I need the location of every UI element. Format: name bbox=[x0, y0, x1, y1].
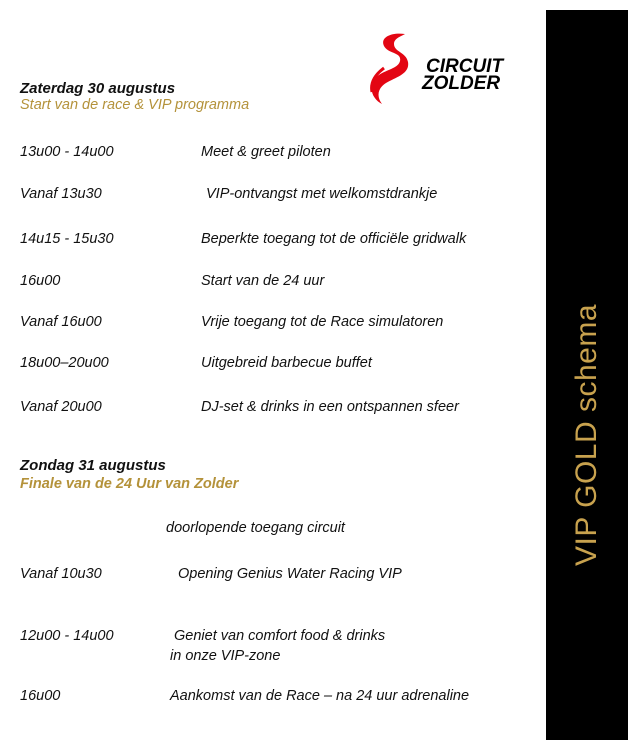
sunday-row-text: Opening Genius Water Racing VIP bbox=[178, 566, 402, 582]
sidebar-title: VIP GOLD schema bbox=[570, 303, 603, 567]
saturday-row-time: 14u15 - 15u30 bbox=[20, 231, 114, 247]
saturday-row-time: 16u00 bbox=[20, 273, 61, 289]
sunday-row-time: 16u00 bbox=[20, 688, 61, 704]
sunday-row-text: Aankomst van de Race – na 24 uur adrenaline bbox=[170, 688, 470, 704]
saturday-title: Zaterdag 30 augustus bbox=[20, 80, 176, 97]
sunday-row-text-line2: in onze VIP-zone bbox=[170, 648, 281, 664]
saturday-row-time: 13u00 - 14u00 bbox=[20, 144, 114, 160]
saturday-row-text: DJ-set & drinks in een ontspannen sfeer bbox=[201, 399, 459, 415]
sunday-subtitle: Finale van de 24 Uur van Zolder bbox=[20, 476, 239, 492]
sunday-title: Zondag 31 augustus bbox=[20, 457, 166, 474]
saturday-row-text: Start van de 24 uur bbox=[201, 273, 325, 289]
sunday-row-time: Vanaf 10u30 bbox=[20, 566, 102, 582]
sunday-row-time: 12u00 - 14u00 bbox=[20, 628, 114, 644]
saturday-row-text: Uitgebreid barbecue buffet bbox=[201, 355, 372, 371]
saturday-row-text: Beperkte toegang tot de officiële gridwalk bbox=[201, 231, 467, 247]
sunday-row-text: Geniet van comfort food & drinks bbox=[174, 628, 386, 644]
saturday-subtitle: Start van de race & VIP programma bbox=[20, 97, 250, 113]
saturday-row-time: Vanaf 13u30 bbox=[20, 186, 102, 202]
saturday-row-time: 18u00–20u00 bbox=[20, 355, 109, 371]
logo-text-circuit: CIRCUIT bbox=[426, 56, 504, 77]
saturday-row-text: Meet & greet piloten bbox=[201, 144, 331, 160]
saturday-row-time: Vanaf 16u00 bbox=[20, 314, 102, 330]
circuit-zolder-logo bbox=[350, 28, 510, 110]
logo-text-zolder: ZOLDER bbox=[422, 73, 501, 94]
saturday-row-time: Vanaf 20u00 bbox=[20, 399, 102, 415]
saturday-row-text: Vrije toegang tot de Race simulatoren bbox=[201, 314, 444, 330]
saturday-row-text: VIP-ontvangst met welkomstdrankje bbox=[206, 186, 438, 202]
sunday-row-text: doorlopende toegang circuit bbox=[166, 520, 345, 536]
